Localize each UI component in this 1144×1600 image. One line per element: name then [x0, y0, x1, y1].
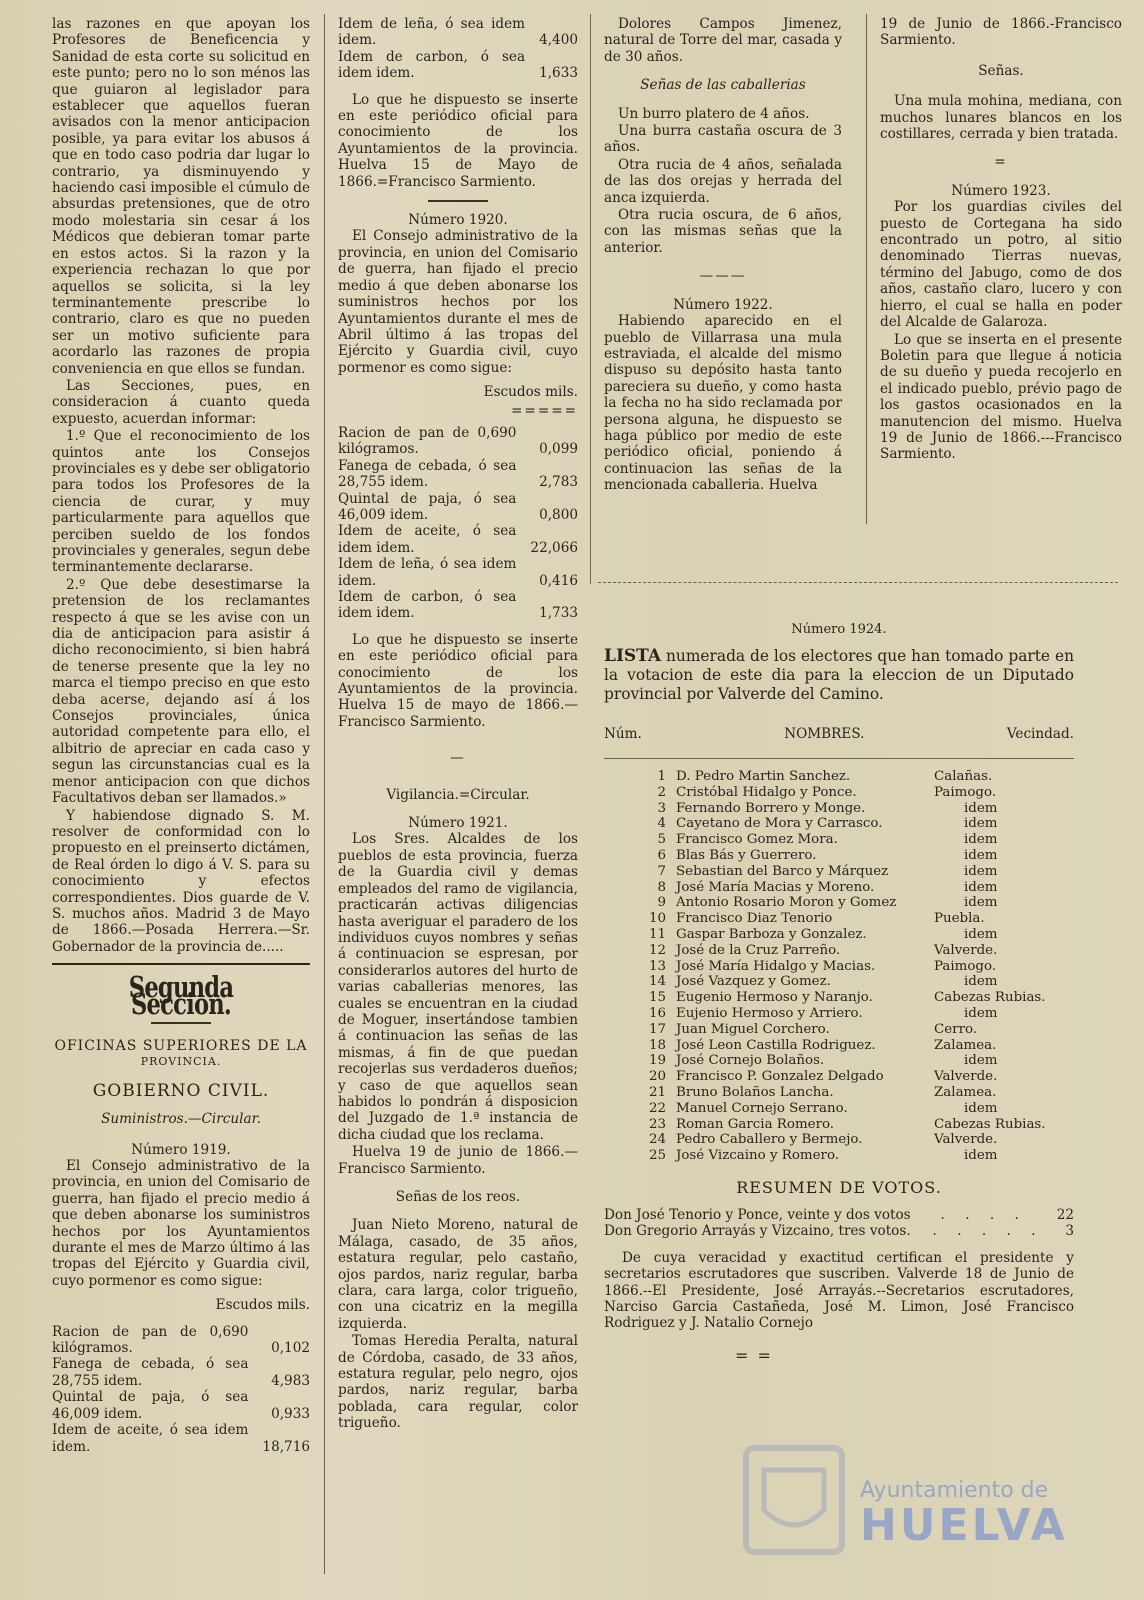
price-row [338, 589, 578, 622]
elector-number: 20 [648, 1069, 666, 1085]
price-label: Fanega de cebada, ó sea 28,755 idem. [338, 457, 517, 491]
elector-number: 4 [657, 816, 666, 832]
elector-name: Francisco Gomez Mora. [676, 832, 838, 848]
elector-row [604, 848, 1074, 864]
elector-row [604, 832, 1074, 848]
elector-name: Pedro Caballero y Bermejo. [676, 1132, 863, 1148]
elector-row [604, 880, 1074, 896]
section-rule [598, 582, 1118, 584]
elector-name: Francisco Diaz Tenorio [676, 911, 833, 927]
paragraph: 2.º Que debe desestimarse la pretension de los reclamantes respecto á que se les avise con un dia de anticipacion para asistir á dicho reconocimiento, si bien habrá de tenerse presente que la ley no marca el tiempo preciso en que esto deba acerse, dejando así á los Consejos provinciales, única autoridad competente para ello, el albitrio de apreciar en cada caso y segun las circunstancias cual es la menor anticipacion con que dichos Facultativos deban ser llamados.» [52, 576, 310, 807]
column-4 [880, 16, 1122, 464]
paragraph: Otra rucia de 4 años, señalada de las dos orejas y herrada del anca izquierda. [604, 156, 842, 206]
notice-number: Número 1923. [951, 182, 1051, 199]
price-row [338, 556, 578, 589]
elector-name: Fernando Borrero y Monge. [676, 800, 866, 816]
elector-row [604, 895, 1074, 911]
price-row [338, 458, 578, 491]
column-rule [324, 14, 325, 1574]
price-value: 0,102 [271, 1340, 310, 1357]
price-label: Idem de aceite, ó sea idem idem. [52, 1422, 249, 1455]
vote-count: 3 [1065, 1223, 1074, 1240]
price-row [52, 1324, 310, 1357]
elector-residence: idem [964, 847, 998, 863]
dot-leader: . . . . . [932, 1223, 1044, 1240]
elector-residence: idem [964, 800, 998, 816]
header-vecindad: Vecindad. [1006, 726, 1074, 742]
elector-name: Antonio Rosario Moron y Gomez [676, 895, 897, 911]
price-row [338, 523, 578, 556]
elector-number: 16 [648, 1005, 666, 1021]
elector-residence: Cabezas Rubias. [934, 990, 1046, 1006]
certification: De cuya veracidad y exactitud certifican el presidente y secretarios escrutadores que suscriben. Valverde 18 de Junio de 1866.--El Presidente, José Arrayás.--Secretarios escrutadores, Narciso Garcia Castañeda, José M. Limon, José Francisco Rodriguez y J. Natalio Cornejo [604, 1249, 1074, 1332]
column-2 [338, 16, 578, 1433]
elector-row [604, 801, 1074, 817]
elector-row [604, 974, 1074, 990]
elector-row [604, 959, 1074, 975]
vote-line [604, 1207, 1074, 1223]
column-rule [866, 14, 867, 524]
price-value: 1,733 [539, 605, 578, 622]
elector-number: 25 [648, 1148, 666, 1164]
price-label: Quintal de paja, ó sea 46,009 idem. [338, 490, 517, 523]
elector-residence: Calañas. [934, 769, 993, 784]
price-row [338, 491, 578, 524]
price-value: 0,800 [539, 506, 578, 523]
notice-number: Número 1924. [791, 622, 887, 637]
elector-number: 8 [657, 879, 666, 895]
price-row [52, 1389, 310, 1422]
price-table [338, 16, 578, 82]
elector-residence: Valverde. [934, 942, 998, 958]
price-table [338, 425, 578, 622]
elector-name: Cayetano de Mora y Carrasco. [676, 816, 883, 832]
price-table [52, 1324, 310, 1455]
elector-row [604, 1117, 1074, 1133]
elector-name: Manuel Cornejo Serrano. [676, 1100, 848, 1116]
elector-number: 23 [648, 1116, 666, 1132]
paragraph: Lo que se inserta en el presente Boletin para que llegue á noticia de su dueño y pueda recojerlo en el indicado pueblo, prévio pago de los gastos ocasionados en la manutencion del mismo. Huelva 19 de Junio de 1866.---Francisco Sarmiento. [880, 331, 1122, 463]
elector-residence: idem [964, 1148, 998, 1164]
column-rule [590, 14, 591, 584]
elector-name: Juan Miguel Corchero. [676, 1021, 830, 1037]
elector-number: 18 [648, 1037, 666, 1053]
electors-table [604, 769, 1074, 1164]
elector-number: 17 [648, 1021, 666, 1037]
elector-row [604, 1038, 1074, 1054]
price-row [52, 1422, 310, 1455]
elector-residence: idem [964, 926, 998, 942]
price-label: Idem de leña, ó sea idem idem. [338, 556, 517, 589]
price-row [338, 425, 578, 458]
paragraph: Habiendo aparecido en el pueblo de Villarrasa una mula estraviada, el alcalde del mismo dispuso su depósito hasta tanto pareciera su dueño, y como hasta la fecha no ha sido reclamada por persona alguna, he dispuesto se haga público por medio de este periódico oficial, poniendo á continuacion las señas de la mencionada caballeria. Huelva [604, 313, 842, 494]
elector-residence: idem [964, 816, 998, 832]
elector-residence: idem [964, 1053, 998, 1069]
watermark-text: Ayuntamiento de [860, 1478, 1049, 1503]
elector-row [604, 1101, 1074, 1117]
elector-row [604, 1069, 1074, 1085]
paragraph: Y habiendose dignado S. M. resolver de conformidad con lo propuesto en el preinserto dictámen, de Real órden lo digo á V. S. para su conocimiento y efectos correspondientes. Dios guarde de V. S. muchos años. Madrid 3 de Mayo de 1866.—Posada Herrera.—Sr. Gobernador de la provincia de..... [52, 807, 310, 955]
elector-residence: Valverde. [934, 1069, 998, 1085]
price-value: 18,716 [262, 1438, 310, 1455]
price-label: Idem de carbon, ó sea idem idem. [338, 589, 517, 622]
elector-residence: idem [964, 1100, 998, 1116]
elector-residence: idem [964, 974, 998, 990]
units-header: Escudos mils. [215, 1297, 310, 1314]
elector-row [604, 785, 1074, 801]
elector-residence: idem [964, 879, 998, 895]
electors-list [604, 622, 1074, 1365]
elector-row [604, 911, 1074, 927]
dot-leader: . . . . [940, 1206, 1027, 1223]
price-row [338, 16, 578, 49]
elector-number: 19 [648, 1053, 666, 1069]
elector-name: José Vazquez y Gomez. [676, 974, 831, 990]
paragraph: Un burro platero de 4 años. [618, 105, 810, 122]
price-label: Idem de aceite, ó sea idem idem. [338, 523, 517, 556]
elector-row [604, 769, 1074, 785]
subheading: Señas de las caballerias [640, 77, 806, 94]
elector-residence: idem [964, 832, 998, 848]
price-value: 22,066 [530, 539, 578, 556]
list-title [604, 647, 1074, 704]
votes-summary [604, 1207, 1074, 1240]
paragraph: 1.º Que el reconocimiento de los quintos ante los Consejos provinciales es y debe ser obligatorio para todos los Profesores de la ciencia de curar, y muy particularmente para aquellos que perciben sueldo de los fondos provinciales y generales, segun debe terminantemente declararse. [52, 428, 310, 576]
elector-row [604, 864, 1074, 880]
elector-name: José María Hidalgo y Macias. [676, 958, 876, 974]
elector-name: Eugenio Hermoso y Naranjo. [676, 990, 873, 1006]
elector-name: Sebastian del Barco y Márquez [676, 863, 889, 879]
paragraph: Dolores Campos Jimenez, natural de Torre del mar, casada y de 30 años. [604, 16, 842, 65]
notice-number: Número 1922. [673, 296, 773, 313]
units-header: Escudos mils. [483, 384, 578, 401]
elector-row [604, 1022, 1074, 1038]
candidate-votes: Don Gregorio Arrayás y Vizcaino, tres votos. [604, 1223, 911, 1240]
elector-residence: Paimogo. [934, 958, 997, 974]
elector-name: Gaspar Barboza y Gonzalez. [676, 926, 867, 942]
divider [604, 758, 1074, 759]
header-num: Núm. [604, 726, 642, 742]
vote-line [604, 1223, 1074, 1239]
price-value: 0,416 [539, 572, 578, 589]
vote-count: 22 [1056, 1206, 1074, 1223]
paragraph: El Consejo administrativo de la provincia, en union del Comisario de guerra, han fijado el precio medio á que deben abonarse los suministros hechos por los Ayuntamientos durante el mes de Marzo último á las tropas del Ejército y Guardia civil, cuyo pormenor es como sigue: [52, 1158, 310, 1289]
elector-name: Bruno Bolaños Lancha. [676, 1084, 834, 1100]
elector-number: 6 [657, 847, 666, 863]
price-label: Idem de leña, ó sea idem idem. [338, 16, 526, 49]
paragraph: Los Sres. Alcaldes de los pueblos de esta provincia, fuerza de la Guardia civil y demas empleados del ramo de vigilancia, practicarán activas diligencias hasta averiguar el paradero de los individuos cuyos nombres y señas á continuacion se espresan, por considerarlos autores del hurto de varias caballerias menores, las cuales se encuentran en la ciudad de Moguer, insertándose tambien á continuacion las señas de las mismas, á fin de que puedan recojerlas sus verdaderos dueños; y caso de que aquellos sean habidos lo pondrán á disposicion del Juzgado de 1.ª instancia de dicha ciudad que los reclama. [338, 831, 578, 1143]
elector-name: José María Macias y Moreno. [676, 879, 875, 895]
paragraph: las razones en que apoyan los Profesores de Beneficencia y Sanidad de esta corte su solicitud en este punto; pero no lo son ménos las que guiaron al legislador para establecer que aquellos fueran avisados con la menor anticipacion posible, ya para evitar los abusos á que en todo caso podria dar lugar lo contrario, ya disminuyendo y haciendo casi imposible el cúmulo de absurdas pretensiones, que de otro modo molestaria sin cesar á los Médicos que debieran tomar parte en estos actos. Si la razon y la experiencia rechazan lo que por aquellos se solicita, si la ley terminantemente prescribe lo contrario, claro es que no pueden ser un motivo suficiente para acordarlo las razones de propia conveniencia en que ellos se fundan. [52, 16, 310, 377]
list-header [604, 726, 1074, 742]
paragraph: El Consejo administrativo de la provincia, en union del Comisario de guerra, han fijado el precio medio á que deben abonarse los suministros hechos por los Ayuntamientos durante el mes de Abril último á las tropas del Ejército y Guardia civil, cuyo pormenor es como sigue: [338, 228, 578, 376]
elector-number: 3 [657, 800, 666, 816]
paragraph: Una burra castaña oscura de 3 años. [604, 123, 842, 156]
elector-name: José Leon Castilla Rodriguez. [676, 1037, 876, 1053]
elector-number: 22 [648, 1100, 666, 1116]
elector-number: 11 [648, 926, 666, 942]
elector-row [604, 1006, 1074, 1022]
paragraph: Otra rucia oscura, de 6 años, con las mismas señas que la anterior. [604, 207, 842, 256]
subheading: Señas de los reos. [395, 1189, 521, 1205]
list-title-text: numerada de los electores que han tomado parte en la votacion de este dia para la eleccion de un Diputado provincial por Valverde del Camino. [604, 647, 1074, 703]
paragraph: 19 de Junio de 1866.-Francisco Sarmiento. [880, 16, 1122, 49]
elector-residence: Zalamea. [934, 1084, 997, 1100]
heading: GOBIERNO CIVIL. [92, 1080, 270, 1101]
price-value: 0,933 [271, 1405, 310, 1422]
divider: = = [735, 1345, 773, 1365]
price-label: Fanega de cebada, ó sea 28,755 idem. [52, 1356, 249, 1389]
elector-residence: idem [964, 895, 998, 911]
column-3 [604, 16, 842, 495]
elector-residence: Cerro. [934, 1021, 978, 1037]
elector-row [604, 816, 1074, 832]
section-title: Segunda Seccion. [128, 970, 234, 1021]
list-title-lead: LISTA [604, 646, 662, 666]
elector-number: 5 [657, 832, 666, 848]
elector-name: D. Pedro Martin Sanchez. [676, 769, 851, 784]
paragraph: Juan Nieto Moreno, natural de Málaga, casado, de 35 años, estatura regular, pelo castaño, ojos pardos, nariz regular, barba clara, cara larga, color trigueño, con una cicatriz en la megilla izquierda. [338, 1217, 578, 1332]
heading: PROVINCIA. [140, 1055, 222, 1069]
watermark-text: HUELVA [860, 1500, 1068, 1551]
price-row [52, 1356, 310, 1389]
elector-number: 13 [648, 958, 666, 974]
elector-row [604, 1085, 1074, 1101]
subheading: Suministros.—Circular. [101, 1111, 261, 1128]
paragraph: Huelva 19 de junio de 1866.—Francisco Sarmiento. [338, 1144, 578, 1177]
price-row [338, 49, 578, 82]
elector-name: Francisco P. Gonzalez Delgado [676, 1069, 884, 1085]
elector-number: 10 [648, 911, 666, 927]
price-value: 0,099 [539, 441, 578, 458]
elector-residence: idem [964, 863, 998, 879]
subheading: Vigilancia.=Circular. [386, 786, 530, 803]
elector-number: 15 [648, 990, 666, 1006]
price-label: Quintal de paja, ó sea 46,009 idem. [52, 1389, 249, 1422]
elector-residence: Valverde. [934, 1132, 998, 1148]
price-label: Racion de pan de 0,690 kilógramos. [52, 1323, 249, 1357]
paragraph: Lo que he dispuesto se inserte en este periódico oficial para conocimiento de los Ayuntamientos de la provincia. Huelva 15 de mayo de 1866.—Francisco Sarmiento. [338, 631, 578, 730]
paragraph: Las Secciones, pues, en consideracion á cuanto queda expuesto, acuerdan informar: [52, 377, 310, 427]
elector-row [604, 943, 1074, 959]
ornament [52, 1022, 310, 1024]
elector-number: 1 [657, 769, 666, 784]
price-value: 1,633 [539, 65, 578, 82]
elector-residence: Paimogo. [934, 784, 997, 800]
price-label: Racion de pan de 0,690 kilógramos. [338, 424, 517, 458]
price-value: 2,783 [539, 474, 578, 491]
elector-number: 24 [648, 1132, 666, 1148]
paragraph: Una mula mohina, mediana, con muchos lunares blancos en los costillares, cerrada y bien tratada. [880, 93, 1122, 143]
elector-number: 14 [648, 974, 666, 990]
paragraph: Lo que he dispuesto se inserte en este periódico oficial para conocimiento de los Ayuntamientos de la provincia. Huelva 15 de Mayo de 1866.=Francisco Sarmiento. [338, 91, 578, 190]
elector-number: 21 [648, 1084, 666, 1100]
header-names: NOMBRES. [784, 726, 865, 742]
elector-number: 7 [657, 863, 666, 879]
elector-number: 9 [657, 895, 666, 911]
notice-number: Número 1921. [408, 815, 508, 832]
paragraph: Tomas Heredia Peralta, natural de Córdoba, casado, de 33 años, estatura regular, pelo negro, ojos pardos, nariz regular, barba poblada, cara regular, color trigueño. [338, 1333, 578, 1432]
price-value: 4,400 [539, 32, 578, 49]
summary-heading: RESUMEN DE VOTOS. [736, 1177, 942, 1197]
heading: OFICINAS SUPERIORES DE LA [54, 1037, 308, 1054]
elector-residence: Cabezas Rubias. [934, 1116, 1046, 1132]
elector-residence: Puebla. [934, 911, 985, 927]
elector-name: José Vizcaino y Romero. [676, 1148, 840, 1164]
notice-number: Número 1919. [131, 1141, 231, 1158]
elector-residence: idem [964, 1005, 998, 1021]
candidate-votes: Don José Tenorio y Ponce, veinte y dos votos [604, 1206, 911, 1223]
divider [52, 963, 310, 965]
divider: = [994, 154, 1008, 171]
divider: — [450, 750, 466, 767]
price-value: 4,983 [271, 1372, 310, 1389]
elector-name: José de la Cruz Parreño. [676, 942, 841, 958]
divider: ===== [511, 402, 578, 419]
ornament [338, 200, 578, 202]
elector-number: 2 [657, 784, 666, 800]
elector-row [604, 1053, 1074, 1069]
subheading: Señas. [978, 62, 1024, 79]
elector-number: 12 [648, 942, 666, 958]
paragraph: Por los guardias civiles del puesto de Cortegana ha sido encontrado un potro, al sitio denominado Tierras nuevas, término del Jabugo, como de dos años, castaño claro, lucero y con hierro, el cual se halla en poder del Alcalde de Galaroza. [880, 199, 1122, 331]
elector-name: Blas Bás y Guerrero. [676, 847, 817, 863]
elector-row [604, 927, 1074, 943]
elector-row [604, 1148, 1074, 1164]
elector-residence: Zalamea. [934, 1037, 997, 1053]
divider: ——— [699, 268, 747, 285]
elector-row [604, 990, 1074, 1006]
elector-name: Eujenio Hermoso y Arriero. [676, 1005, 863, 1021]
elector-name: Roman Garcia Romero. [676, 1116, 835, 1132]
elector-row [604, 1132, 1074, 1148]
column-1 [52, 16, 310, 1455]
notice-number: Número 1920. [408, 212, 508, 229]
price-label: Idem de carbon, ó sea idem idem. [338, 48, 526, 82]
elector-name: Cristóbal Hidalgo y Ponce. [676, 784, 857, 800]
elector-name: José Cornejo Bolaños. [676, 1053, 825, 1069]
